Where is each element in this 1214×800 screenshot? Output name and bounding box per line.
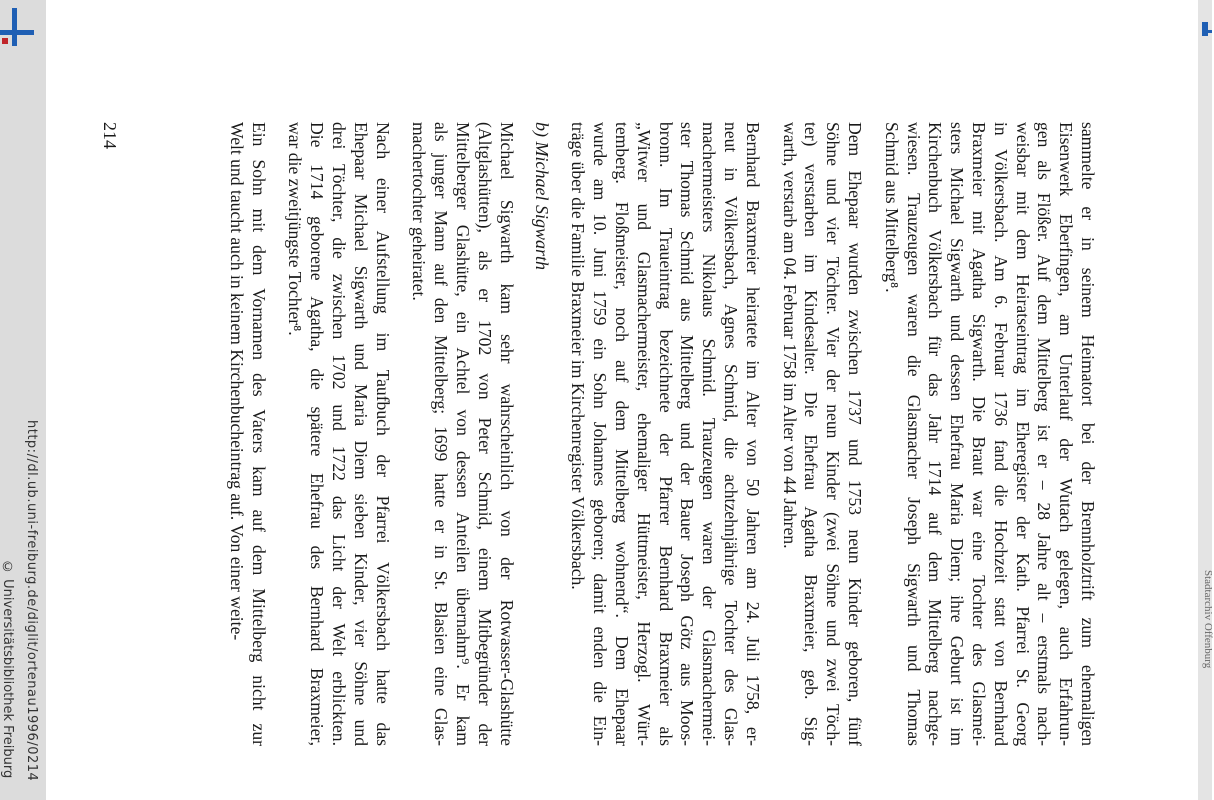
- scanned-page: [98, 122, 1098, 752]
- copyright-notice: © Universitätsbibliothek Freiburg: [0, 560, 15, 779]
- text-line: Die 1714 geborene Agatha, die spätere Ehefrau des Bernhard Braxmeier,: [307, 122, 328, 746]
- edge-marker: [1202, 22, 1208, 36]
- text-line: Söhne und vier Töchter. Vier der neun Kinder (zwei Söhne und zwei Töch-: [823, 122, 844, 746]
- text-line: drei Töchter, die zwischen 1702 und 1722 das Licht der Welt erblickten.: [329, 122, 350, 746]
- text-line: Ein Sohn mit dem Vornamen des Vaters kam auf dem Mittelberg nicht zur: [248, 122, 269, 746]
- text-line: wurde am 10. Juni 1759 ein Sohn Johannes geboren; damit enden die Ein-: [590, 122, 611, 746]
- text-line: Ehepaar Michael Sigwarth und Maria Diem sieben Kinder, vier Söhne und: [350, 122, 371, 746]
- text-line: neut in Völkersbach, Agnes Schmid, die achtzehnjährige Tochter des Glas-: [721, 122, 742, 746]
- text-line: ster Thomas Schmid aus Mittelberg und der Bauer Joseph Götz aus Moos-: [677, 122, 698, 746]
- text-line: Bernhard Braxmeier heiratete im Alter von 50 Jahren am 24. Juli 1758, er-: [742, 122, 763, 746]
- edge-marker-bar: [1202, 30, 1212, 33]
- text-line: machertochter geheiratet.: [409, 122, 430, 301]
- paragraph: [225, 122, 269, 752]
- text-line: Dem Ehepaar wurden zwischen 1737 und 1753 neun Kinder geboren, fünf: [845, 122, 866, 746]
- text-line: war die zweitjüngste Tochter⁸.: [285, 122, 306, 336]
- source-url[interactable]: http://dl.ub.uni-freiburg.de/diglit/ortenau1996/0214: [24, 420, 39, 782]
- viewer-logo-bar: [0, 30, 34, 35]
- text-line: „Witwer und Glasmachermeister, ehemaliger Hüttmeister, Herzogl. Würt-: [633, 122, 654, 746]
- text-line: machermeisters Nikolaus Schmid. Trauzeugen waren der Glasmachermei-: [699, 122, 720, 746]
- text-line: gen als Flößer. Auf dem Mittelberg ist er – 28 Jahre alt – erstmals nach-: [1034, 122, 1055, 746]
- section-heading: b) Michael Sigwarth: [531, 122, 552, 270]
- paragraph: [778, 122, 865, 752]
- text-line: (Altglashütten), als er 1702 von Peter Schmid, einem Mitbegründer der: [474, 122, 495, 746]
- text-line: Nach einer Aufstellung im Taufbuch der Pfarrei Völkersbach hatte das: [372, 122, 393, 746]
- viewer-logo-mark: [12, 8, 17, 46]
- paragraph: [880, 122, 1098, 752]
- page-number: 214: [100, 122, 120, 149]
- text-line: weisbar mit dem Heiratseintrag im Eheregister der Kath. Pfarrei St. Georg: [1012, 122, 1033, 746]
- paragraph: [567, 122, 763, 752]
- viewer-logo-dot: [2, 38, 8, 44]
- text-line: ter) verstarben im Kindesalter. Die Ehefrau Agatha Braxmeier, geb. Sig-: [801, 122, 822, 746]
- text-line: Braxmeier mit Agatha Sigwarth. Die Braut war eine Tochter des Glasmei-: [969, 122, 990, 746]
- text-line: Schmid aus Mittelberg⁸.: [881, 122, 902, 293]
- text-line: sters Michael Sigwarth und dessen Ehefrau Maria Diem; ihre Geburt ist im: [947, 122, 968, 746]
- text-line: in Völkersbach. Am 6. Februar 1736 fand die Hochzeit statt von Bernhard: [990, 122, 1011, 746]
- page-edge: [1198, 0, 1212, 800]
- text-line: Eisenwerk Eberfingen, am Unterlauf der Wutach gelegen, auch Erfahrun-: [1056, 122, 1077, 746]
- text-line: temberg. Floßmeister, noch auf dem Mittelberg wohnend“. Dem Ehepaar: [612, 122, 633, 746]
- text-line: bronn. Im Traueintrag bezeichnete der Pfarrer Bernhard Braxmeier als: [655, 122, 676, 746]
- text-line: als junger Mann auf den Mittelberg; 1699 hatte er in St. Blasien eine Glas-: [431, 122, 452, 746]
- text-line: Michael Sigwarth kam sehr wahrscheinlich von der Rotwasser-Glashütte: [496, 122, 517, 746]
- text-line: sammelte er in seinem Heimatort bei der Brennholztrift zum ehemaligen: [1078, 122, 1098, 746]
- paragraph: [408, 122, 517, 752]
- text-line: Mittelberger Glashütte, ein Achtel von dessen Anteilen übernahm⁹. Er kam: [453, 122, 474, 746]
- text-line: warth, verstarb am 04. Februar 1758 im Alter von 44 Jahren.: [779, 122, 800, 549]
- text-line: träge über die Familie Braxmeier im Kirchenregister Völkersbach.: [568, 122, 589, 590]
- text-line: Welt und taucht auch in keinem Kirchenbucheintrag auf. Von einer weite-: [226, 122, 247, 641]
- text-line: Kirchenbuch Völkersbach für das Jahr 1714 auf dem Mittelberg nachge-: [925, 122, 946, 746]
- text-line: wiesen. Trauzeugen waren die Glasmacher Joseph Sigwarth und Thomas: [903, 122, 924, 746]
- paragraph: [284, 122, 393, 752]
- edge-text: Stadtarchiv Offenburg: [1202, 570, 1214, 669]
